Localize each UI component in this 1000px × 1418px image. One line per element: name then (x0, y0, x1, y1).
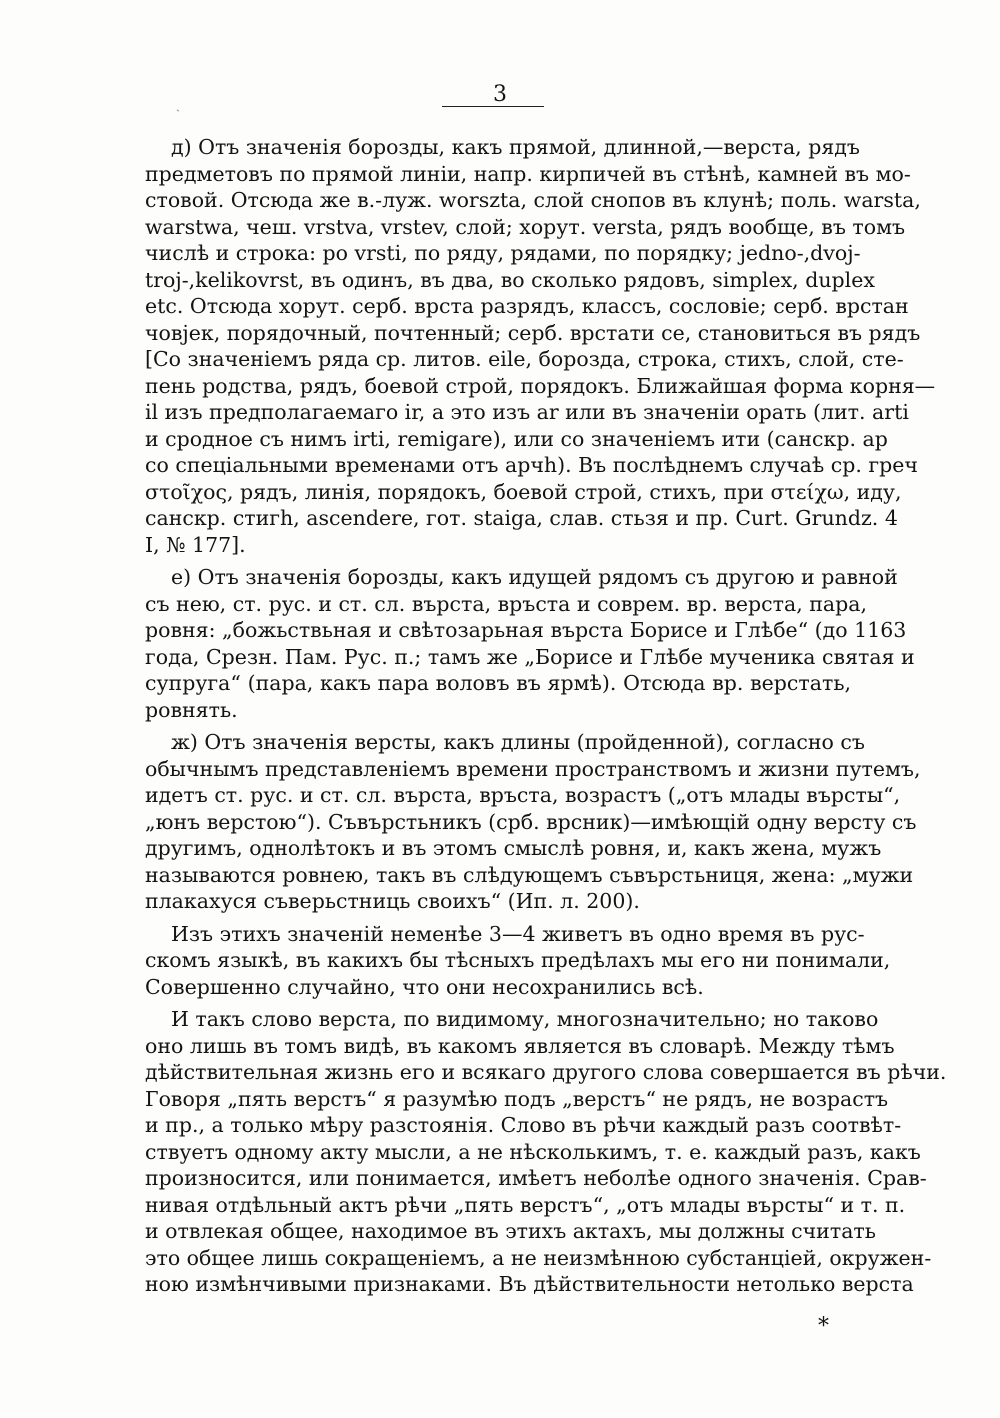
text-line: И такъ слово верста, по видимому, многозначительно; но таково (171, 1007, 879, 1031)
text-line: и отвлекая общее, находимое въ этихъ актахъ, мы должны считать (145, 1219, 876, 1243)
text-line: со спеціальными временами отъ арчh). Въ послѣднемъ случаѣ ср. греч (145, 453, 918, 477)
text-line: „юнъ верстою“). Съвърстьникъ (срб. врсник)—имѣющій одну версту съ (145, 809, 917, 834)
body-text (145, 134, 947, 1298)
text-line: I, № 177]. (145, 532, 246, 557)
text-line: [Со значеніемъ ряда ср. литов. eile, борозда, строка, стихъ, слой, сте- (145, 347, 904, 371)
text-line: санскр. стигh, ascendere, гот. staiga, слав. стьзя и пр. Curt. Grundz. 4 (145, 506, 898, 530)
text-line: плакахуся съверьстниць своихъ“ (Ип. л. 200). (145, 889, 640, 913)
text-line: човjек, порядочный, почтенный; серб. врстати се, становиться въ рядъ (145, 320, 921, 345)
text-line: warstwa, чеш. vrstva, vrstev, слой; хорут. versta, рядъ вообще, въ томъ (145, 214, 906, 239)
text-line: оно лишь въ томъ видѣ, въ какомъ является въ словарѣ. Между тѣмъ (145, 1033, 895, 1058)
text-line: ною измѣнчивыми признаками. Въ дѣйствительности нетолько верста (145, 1272, 914, 1296)
text-line: дѣйствительная жизнь его и всякаго другого слова совершается въ рѣчи. (145, 1060, 947, 1084)
text-line: предметовъ по прямой линіи, напр. кирпичей въ стѣнѣ, камней въ мо- (145, 161, 911, 186)
text-line: нивая отдѣльный актъ рѣчи „пять верстъ“, „отъ млады върсты“ и т. п. (145, 1192, 906, 1217)
text-line: Совершенно случайно, что они несохранились всѣ. (145, 974, 704, 999)
paragraph (145, 134, 936, 558)
text-line: года, Срезн. Пам. Рус. п.; тамъ же „Борисе и Глѣбе мученика святая и (145, 644, 915, 669)
text-line: troj-,kelikovrst, въ одинъ, въ два, во сколько рядовъ, simplex, duplex (145, 267, 875, 292)
text-line: ствуетъ одному акту мысли, а не нѣсколькимъ, т. е. каждый разъ, какъ (145, 1139, 921, 1164)
print-speck: ˎ (176, 98, 180, 112)
text-line: идетъ ст. рус. и ст. сл. върста, връста, возрастъ („отъ млады върсты“, (145, 783, 901, 807)
text-line: ж) Отъ значенія версты, какъ длины (пройденной), согласно съ (171, 730, 865, 754)
text-line: другимъ, однолѣтокъ и въ этомъ смыслѣ ровня, и, какъ жена, мужъ (145, 836, 882, 860)
page-number: 3 (493, 82, 507, 107)
paragraph (145, 921, 891, 1001)
paragraph (145, 729, 921, 915)
text-line: и пр., а только мѣру разстоянія. Слово въ рѣчи каждый разъ соотвѣт- (145, 1113, 902, 1137)
text-line: е) Отъ значенія борозды, какъ идущей рядомъ съ другою и равной (171, 565, 898, 589)
text-line: ровнять. (145, 697, 238, 722)
text-line: στοῖχος, рядъ, линія, порядокъ, боевой строй, стихъ, при στείχω, иду, (145, 479, 902, 504)
text-line: д) Отъ значенія борозды, какъ прямой, длинной,—верста, рядъ (171, 135, 860, 159)
text-line: il изъ предполагаемаго ir, а это изъ ar или въ значеніи орать (лит. arti (145, 400, 909, 424)
text-line: называются ровнею, такъ въ слѣдующемъ съвърстьниця, жена: „мужи (145, 862, 914, 887)
header-rule (442, 106, 544, 107)
text-line: пень родства, рядъ, боевой строй, порядокъ. Ближайшая форма корня— (145, 373, 936, 398)
text-line: обычнымъ представленіемъ времени пространствомъ и жизни путемъ, (145, 756, 921, 781)
text-line: скомъ языкѣ, въ какихъ бы тѣсныхъ предѣлахъ мы его ни понимали, (145, 948, 891, 972)
paragraph (145, 1006, 947, 1298)
text-line: супруга“ (пара, какъ пара воловъ въ ярмѣ). Отсюда вр. верстать, (145, 671, 851, 695)
text-line: Изъ этихъ значеній неменѣе 3—4 живетъ въ одно время въ рус- (171, 921, 865, 946)
text-line: съ нею, ст. рус. и ст. сл. върста, връста и соврем. вр. верста, пара, (145, 591, 867, 616)
text-line: это общее лишь сокращеніемъ, а не неизмѣнною субстанціей, окружен- (145, 1245, 932, 1270)
text-line: etc. Отсюда хорут. серб. врста разрядъ, классъ, сословіе; серб. врстан (145, 294, 909, 318)
text-line: Говоря „пять верстъ“ я разумѣю подъ „верстъ“ не рядъ, не возрастъ (145, 1086, 889, 1111)
paragraph (145, 564, 915, 723)
text-line: ровня: „божьствьная и свѣтозарьная върста Борисе и Глѣбе“ (до 1163 (145, 618, 907, 642)
signature-mark: * (818, 1314, 829, 1339)
text-line: числѣ и строка: po vrsti, по ряду, рядами, по порядку; jedno-,dvoj- (145, 241, 861, 265)
text-line: произносится, или понимается, имѣетъ неболѣе одного значенія. Срав- (145, 1166, 927, 1190)
text-line: и сродное съ нимъ irti, remigare), или со значеніемъ ити (санскр. ар (145, 426, 888, 451)
text-line: стовой. Отсюда же в.-луж. worszta, слой снопов въ клунѣ; поль. warsta, (145, 188, 921, 212)
